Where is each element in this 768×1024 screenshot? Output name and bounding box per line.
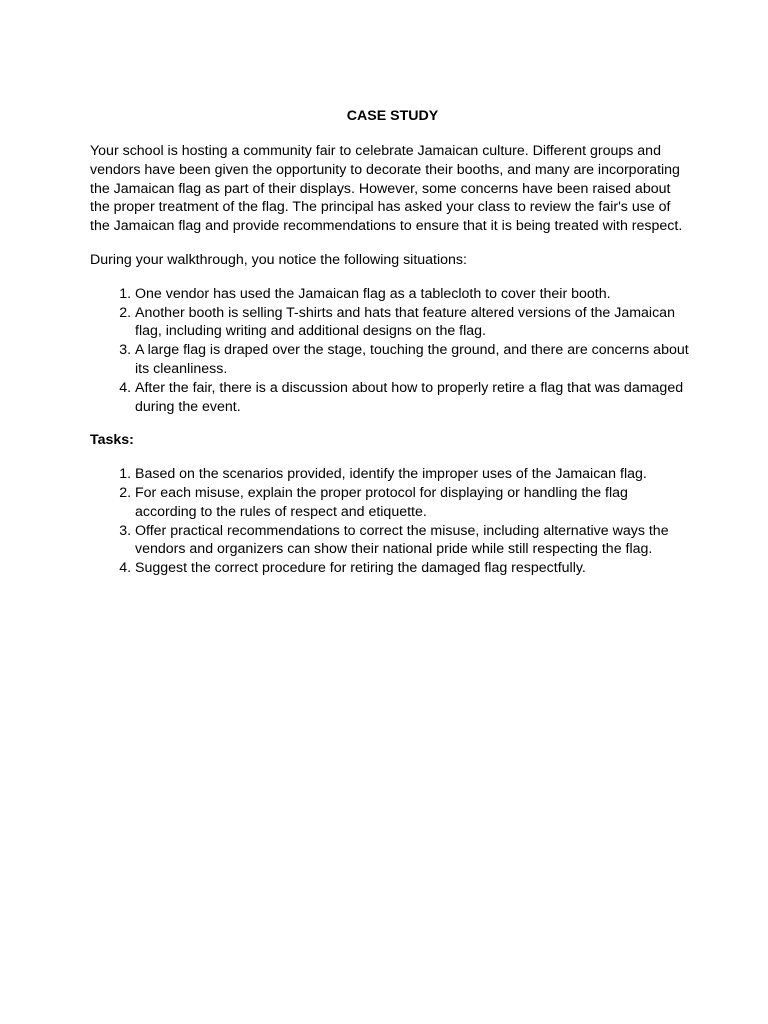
tasks-heading: Tasks: [90,432,134,449]
list-item: 4. Suggest the correct procedure for retiring the damaged flag respectfully. [135,559,690,578]
intro-paragraph: Your school is hosting a community fair to celebrate Jamaican culture. Different groups and vendors have been given the opportunity to decorate their booths, and many are incorporating the Jamaican flag as part of their displays. However, some concerns have been raised about the proper treatment of the flag. The principal has asked your class to review the fair's use of the Jamaican flag and provide recommendations to ensure that it is being treated with respect. [90,143,683,235]
list-item: 3. A large flag is draped over the stage, touching the ground, and there are concerns about its cleanliness. [135,341,690,379]
list-item: 4. After the fair, there is a discussion about how to properly retire a flag that was damaged during the event. [135,379,690,417]
list-item: 1. One vendor has used the Jamaican flag as a tablecloth to cover their booth. [135,285,690,304]
list-item: 2. For each misuse, explain the proper protocol for displaying or handling the flag according to the rules of respect and etiquette. [135,484,690,522]
tasks-list [90,465,690,578]
list-item: 1. Based on the scenarios provided, identify the improper uses of the Jamaican flag. [135,465,690,484]
situations-lead: During your walkthrough, you notice the following situations: [90,251,467,268]
situations-list [90,285,690,417]
list-item: 3. Offer practical recommendations to correct the misuse, including alternative ways the vendors and organizers can show their national pride while still respecting the flag. [135,522,690,560]
document-page [90,106,690,593]
list-item: 2. Another booth is selling T-shirts and hats that feature altered versions of the Jamaican flag, including writing and additional designs on the flag. [135,304,690,342]
page-title: CASE STUDY [346,108,439,124]
